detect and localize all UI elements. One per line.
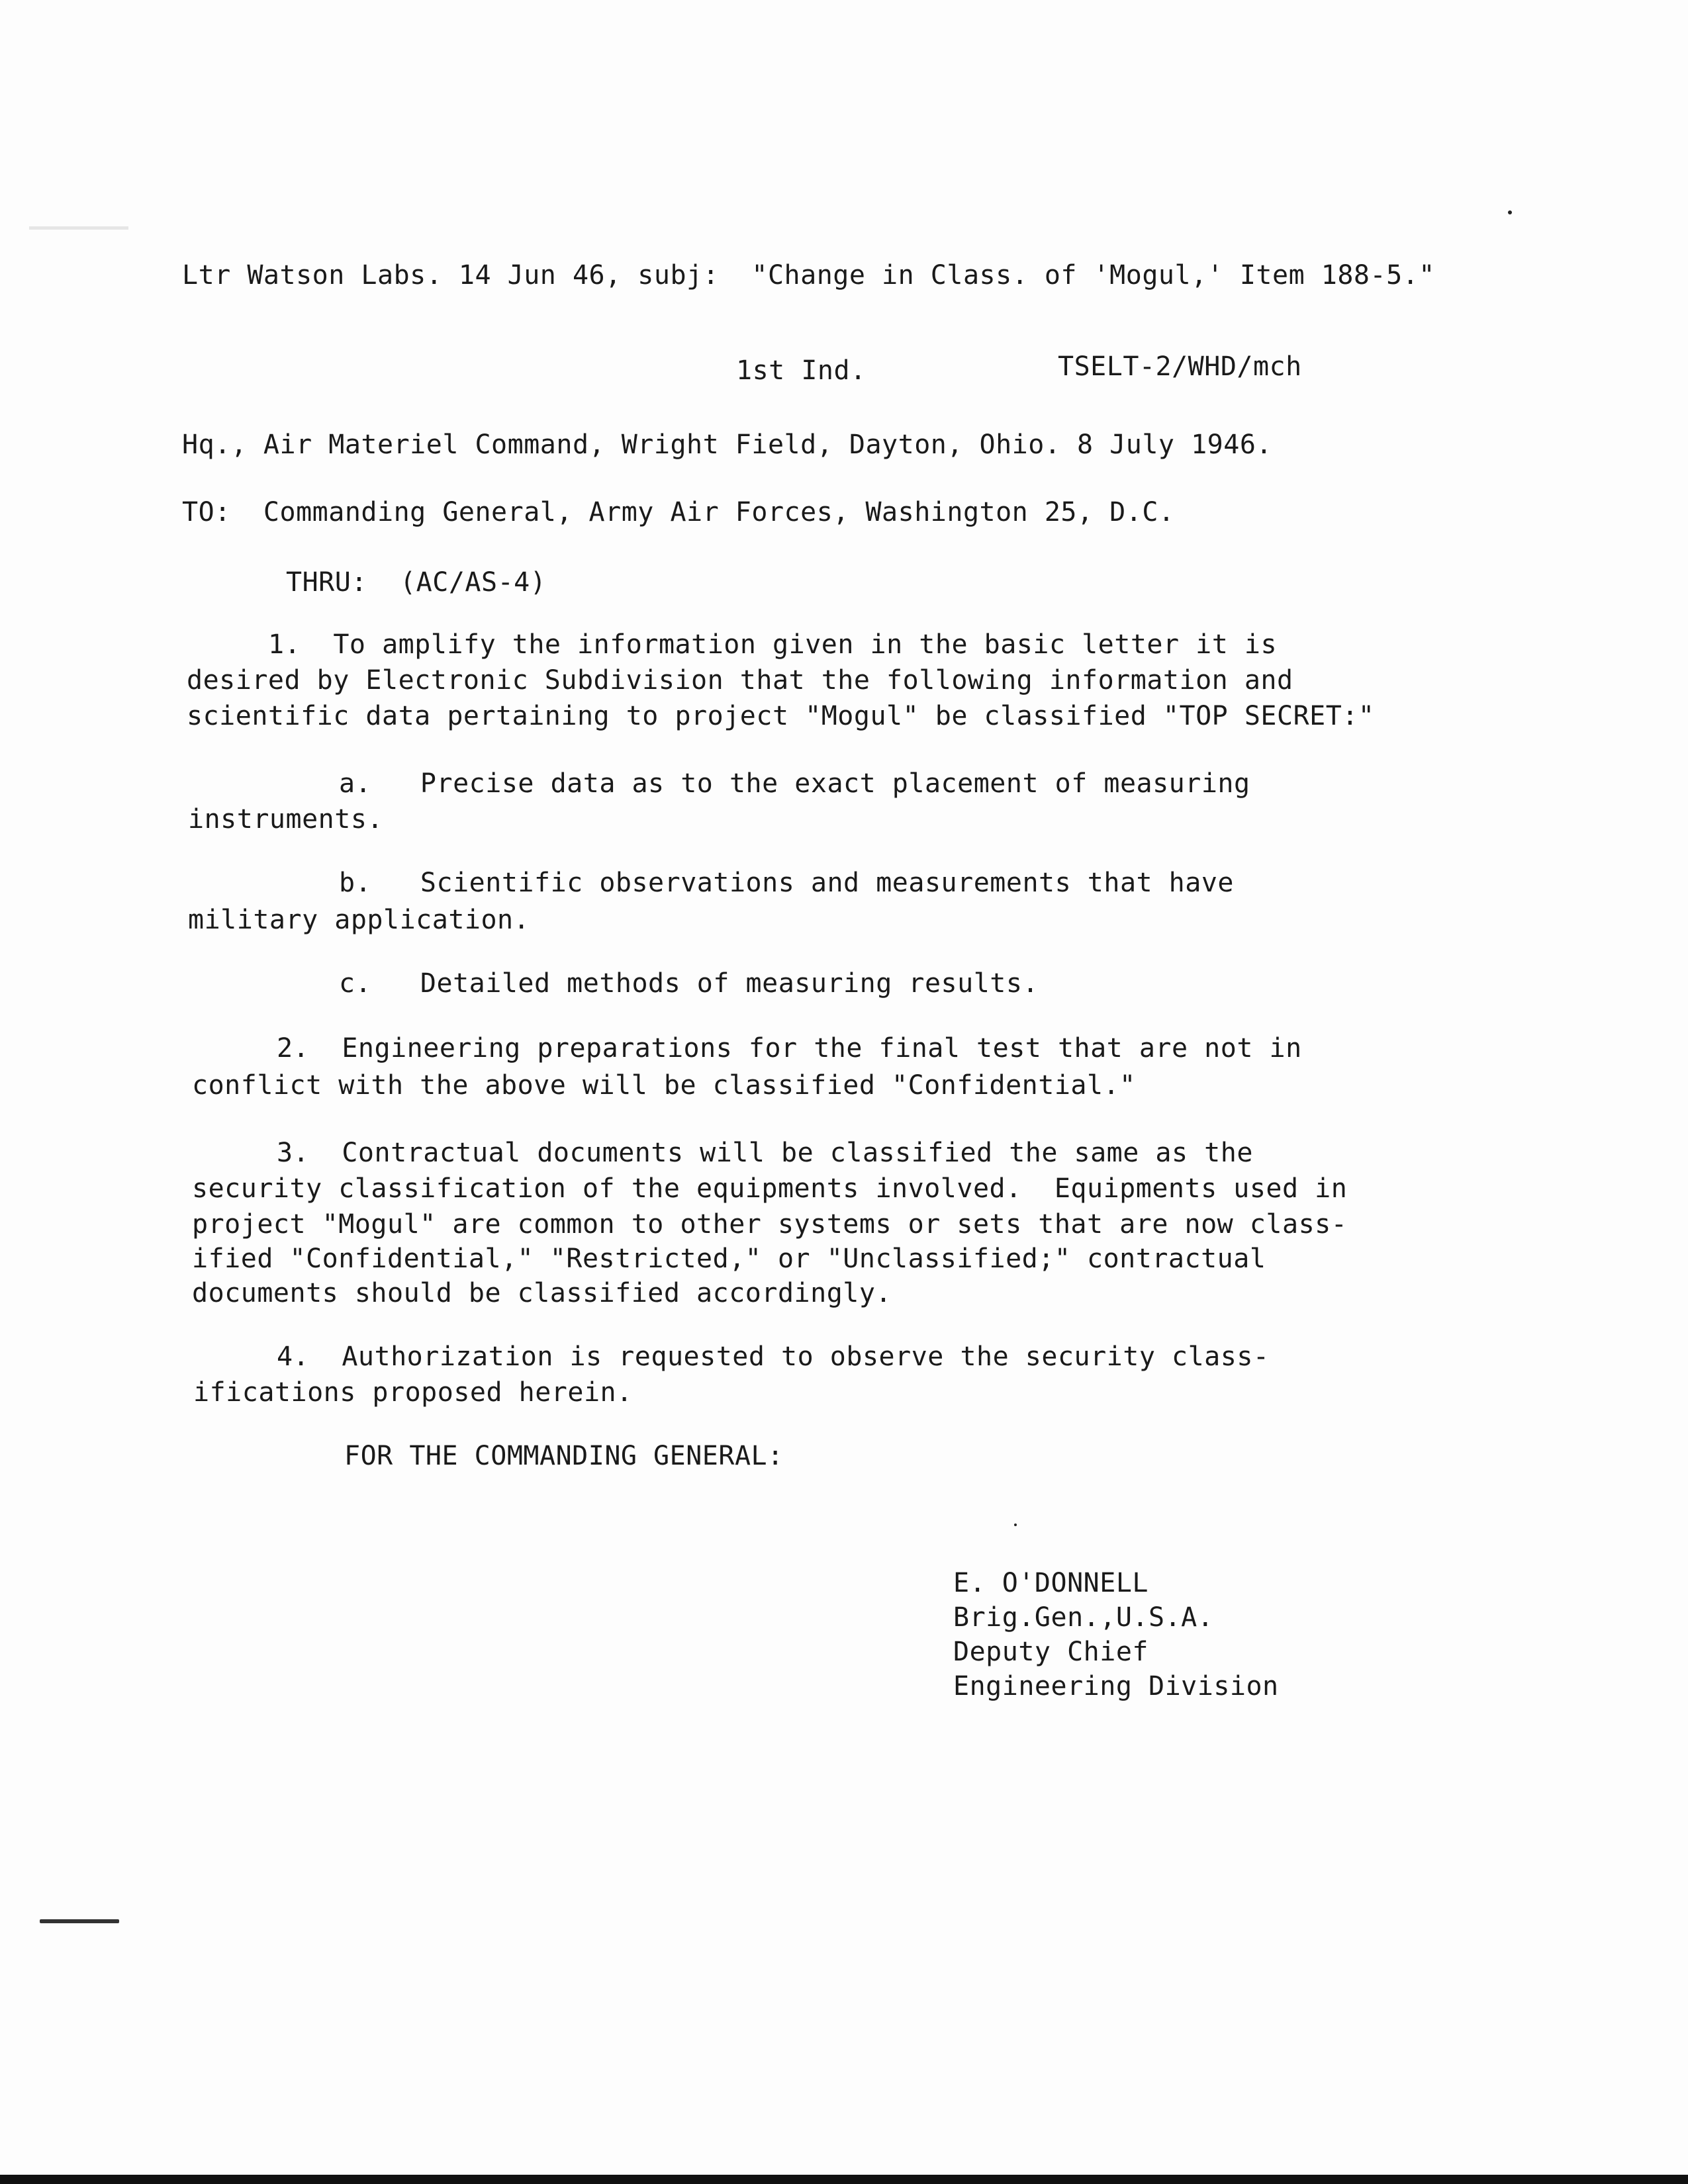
item-b-line: b. Scientific observations and measurements that have — [339, 868, 1235, 898]
scan-bottom-edge — [0, 2175, 1688, 2184]
paragraph-1-line: scientific data pertaining to project "Mogul" be classified "TOP SECRET:" — [187, 701, 1375, 731]
thru-line: THRU: (AC/AS-4) — [286, 567, 547, 598]
signatory-rank: Brig.Gen.,U.S.A. — [953, 1602, 1214, 1633]
for-commanding-general: FOR THE COMMANDING GENERAL: — [344, 1441, 784, 1471]
item-a-line: a. Precise data as to the exact placement of measuring — [339, 768, 1250, 799]
paragraph-3-line: ified "Confidential," "Restricted," or "Unclassified;" contractual — [192, 1244, 1266, 1274]
scan-speck — [1014, 1524, 1017, 1526]
to-line: TO: Commanding General, Army Air Forces, Washington 25, D.C. — [182, 497, 1175, 527]
paragraph-2-line: conflict with the above will be classified "Confidential." — [192, 1070, 1136, 1101]
paragraph-3-line: 3. Contractual documents will be classified the same as the — [277, 1138, 1253, 1168]
paragraph-1-line: desired by Electronic Subdivision that the following information and — [187, 665, 1293, 696]
paragraph-3-line: project "Mogul" are common to other systems or sets that are now class- — [192, 1209, 1348, 1240]
paragraph-3-line: security classification of the equipments involved. Equipments used in — [192, 1173, 1348, 1204]
scan-artifact — [40, 1919, 119, 1923]
paragraph-2-line: 2. Engineering preparations for the final test that are not in — [277, 1033, 1302, 1064]
item-c-line: c. Detailed methods of measuring results. — [339, 968, 1039, 999]
paragraph-4-line: ifications proposed herein. — [193, 1377, 633, 1408]
paragraph-3-line: documents should be classified accordingly. — [192, 1278, 892, 1308]
origin-line: Hq., Air Materiel Command, Wright Field, Dayton, Ohio. 8 July 1946. — [182, 430, 1272, 460]
item-a-line: instruments. — [188, 804, 383, 835]
paragraph-4-line: 4. Authorization is requested to observe the security class- — [277, 1342, 1270, 1372]
scan-artifact — [29, 226, 128, 230]
signatory-name: E. O'DONNELL — [953, 1568, 1149, 1598]
reference-line: Ltr Watson Labs. 14 Jun 46, subj: "Change in Class. of 'Mogul,' Item 188-5." — [182, 260, 1435, 291]
paragraph-1-line: 1. To amplify the information given in the basic letter it is — [268, 629, 1278, 660]
indorsement-label: 1st Ind. — [736, 355, 867, 386]
file-code: TSELT-2/WHD/mch — [1058, 351, 1302, 382]
item-b-line: military application. — [188, 905, 530, 935]
signatory-division: Engineering Division — [953, 1671, 1279, 1702]
scan-speck — [1508, 210, 1512, 214]
signatory-title: Deputy Chief — [953, 1637, 1149, 1667]
